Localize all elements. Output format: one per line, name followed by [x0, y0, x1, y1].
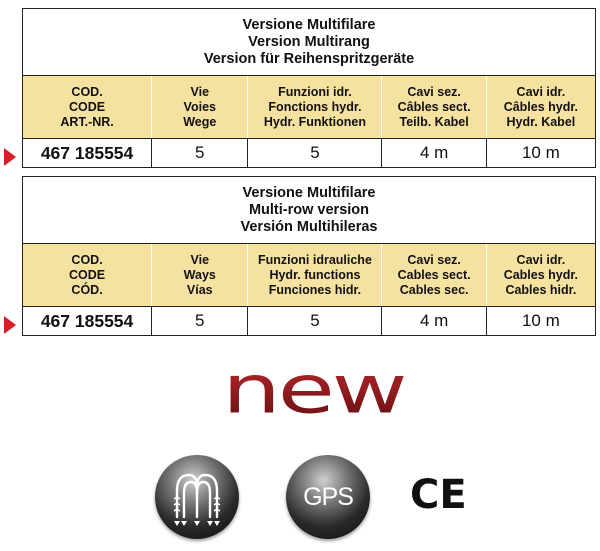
cell-ways: 5 — [152, 139, 248, 167]
title-line: Version Multirang — [248, 33, 370, 50]
cell-code: 467 185554 — [23, 307, 152, 335]
header-line: Câbles sect. — [397, 99, 471, 114]
header-cables-hydr — [487, 76, 595, 138]
ce-mark-icon: CE — [410, 472, 467, 518]
title-line: Multi-row version — [248, 201, 370, 218]
header-line: Ways — [183, 267, 216, 282]
header-cables-hydr — [487, 244, 595, 306]
header-cables-sect — [382, 76, 486, 138]
title-line: Versione Multifilare — [242, 184, 376, 201]
red-arrow-icon — [4, 148, 16, 166]
title-line: Versión Multihileras — [240, 218, 378, 235]
spec-table-2 — [22, 176, 596, 336]
red-arrow-icon — [4, 316, 16, 334]
new-logo — [0, 360, 600, 430]
header-code — [23, 76, 152, 138]
table-header — [23, 244, 595, 307]
gps-badge-icon — [286, 455, 370, 539]
cell-cables-sect: 4 m — [382, 307, 486, 335]
header-cables-sect — [382, 244, 486, 306]
header-code — [23, 244, 152, 306]
cell-functions: 5 — [248, 139, 382, 167]
header-line: Funciones hidr. — [268, 282, 362, 297]
header-line: Vie — [190, 84, 210, 99]
cell-cables-sect: 4 m — [382, 139, 486, 167]
header-line: Hydr. Kabel — [506, 114, 576, 129]
header-line: COD. — [71, 84, 103, 99]
table-title — [23, 9, 595, 76]
title-line: Versione Multifilare — [242, 16, 376, 33]
header-ways — [152, 244, 248, 306]
header-line: CODE — [68, 267, 106, 282]
cell-cables-hydr: 10 m — [521, 143, 560, 162]
header-line: Cavi idr. — [516, 252, 566, 267]
header-line: Hydr. functions — [269, 267, 361, 282]
header-line: CÓD. — [71, 282, 103, 297]
header-line: Vie — [190, 252, 210, 267]
cell-functions: 5 — [248, 307, 382, 335]
header-line: Vías — [186, 282, 213, 297]
header-line: ART.-NR. — [60, 114, 114, 129]
header-line: COD. — [71, 252, 103, 267]
table-header — [23, 76, 595, 139]
header-line: Cavi sez. — [407, 252, 461, 267]
header-line: Câbles hydr. — [503, 99, 579, 114]
header-line: Cavi sez. — [407, 84, 461, 99]
spec-table-1 — [22, 8, 596, 168]
table-row — [23, 307, 595, 335]
header-functions — [248, 76, 382, 138]
header-line: Voies — [183, 99, 216, 114]
header-line: Cables sect. — [397, 267, 471, 282]
multirow-badge-icon — [155, 455, 239, 539]
header-line: Cables hidr. — [505, 282, 577, 297]
header-line: Teilb. Kabel — [399, 114, 469, 129]
cell-code: 467 185554 — [23, 139, 152, 167]
header-line: Funzioni idrauliche — [258, 252, 372, 267]
new-logo-text: new — [222, 360, 405, 429]
cell-cables-hydr: 10 m — [521, 311, 560, 330]
header-ways — [152, 76, 248, 138]
header-line: Funzioni idr. — [278, 84, 352, 99]
header-line: Cables sec. — [399, 282, 469, 297]
title-line: Version für Reihenspritzgeräte — [203, 50, 415, 67]
table-title — [23, 177, 595, 244]
header-line: Hydr. Funktionen — [263, 114, 366, 129]
header-line: Cavi idr. — [516, 84, 566, 99]
header-line: Fonctions hydr. — [268, 99, 362, 114]
table-row — [23, 139, 595, 167]
header-line: Cables hydr. — [503, 267, 579, 282]
gps-badge-label: GPS — [303, 482, 353, 511]
header-functions — [248, 244, 382, 306]
header-line: Wege — [183, 114, 217, 129]
cell-ways: 5 — [152, 307, 248, 335]
header-line: CODE — [68, 99, 106, 114]
